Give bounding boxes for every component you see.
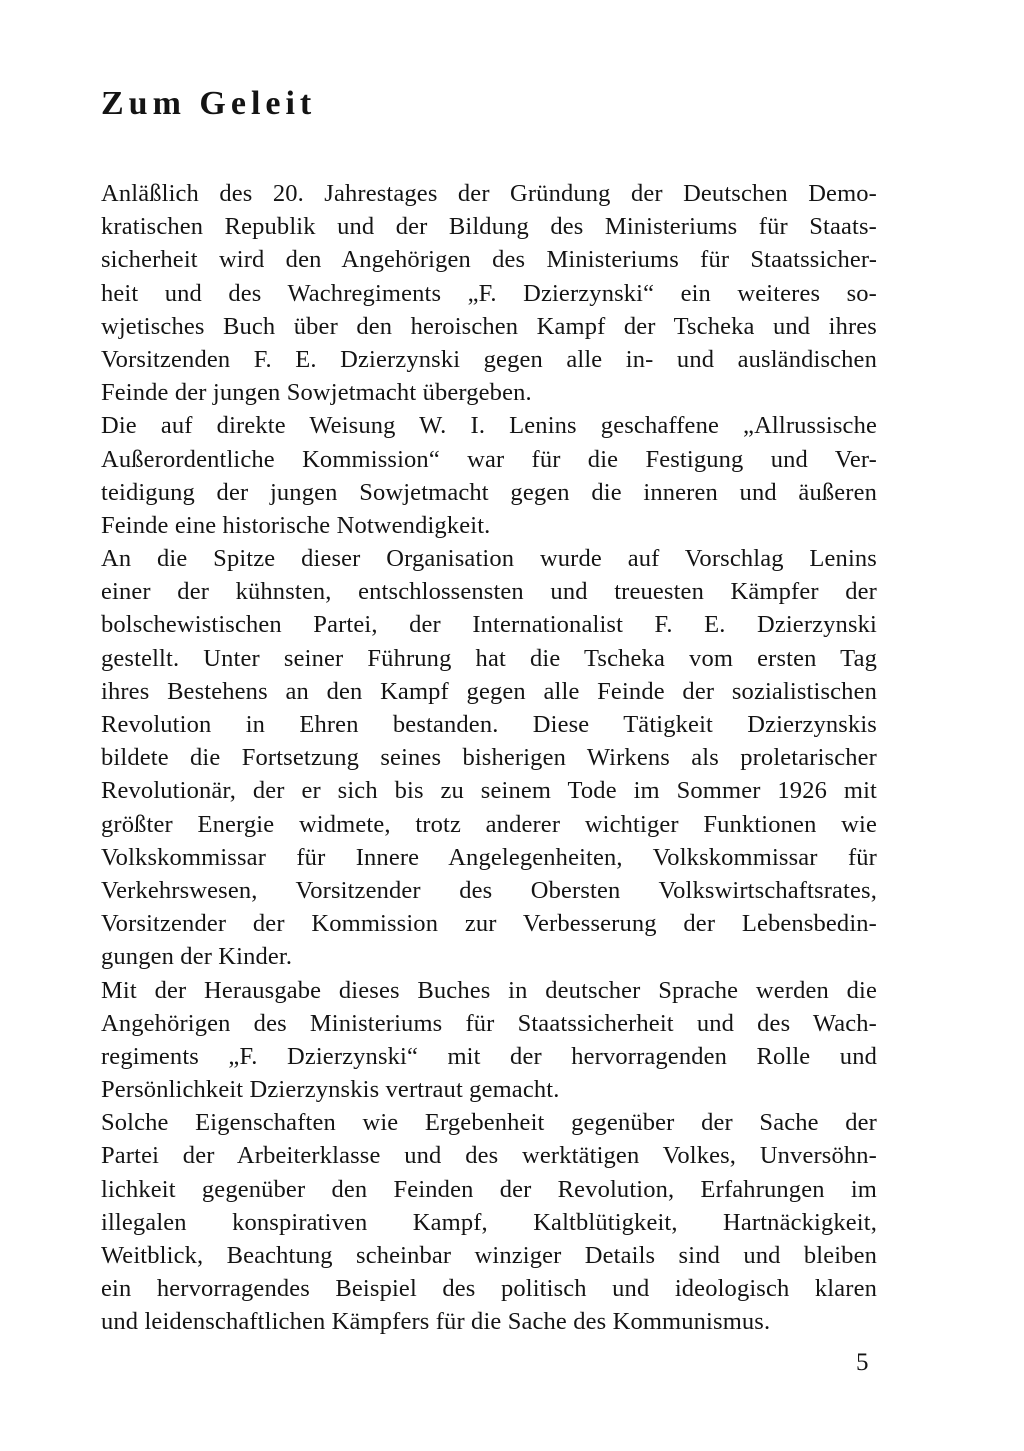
- text-line: Feinde eine historische Notwendigkeit.: [101, 511, 491, 539]
- text-line: bildete die Fortsetzung seines bisherigen Wirkens als proletarischer: [101, 744, 877, 772]
- text-line: Verkehrswesen, Vorsitzender des Obersten Volkswirtschaftsrates,: [101, 876, 877, 904]
- paragraph: [101, 1106, 877, 1338]
- paragraph: [101, 542, 877, 973]
- text-line: Vorsitzenden F. E. Dzierzynski gegen alle in- und ausländischen: [101, 345, 877, 373]
- text-line: wjetisches Buch über den heroischen Kampf der Tscheka und ihres: [101, 312, 877, 340]
- text-line: kratischen Republik und der Bildung des Ministeriums für Staats-: [101, 213, 877, 241]
- body-text: [101, 177, 877, 1339]
- text-line: ihres Bestehens an den Kampf gegen alle Feinde der sozialistischen: [101, 677, 877, 705]
- text-line: Persönlichkeit Dzierzynskis vertraut gemacht.: [101, 1076, 560, 1104]
- text-line: Außerordentliche Kommission“ war für die Festigung und Ver-: [101, 445, 877, 473]
- text-line: Solche Eigenschaften wie Ergebenheit gegenüber der Sache der: [101, 1109, 877, 1137]
- text-line: heit und des Wachregiments „F. Dzierzynski“ ein weiteres so-: [101, 279, 877, 307]
- text-line: ein hervorragendes Beispiel des politisch und ideologisch klaren: [101, 1275, 877, 1303]
- text-line: gungen der Kinder.: [101, 943, 293, 971]
- text-line: Volkskommissar für Innere Angelegenheiten, Volkskommissar für: [101, 843, 877, 871]
- text-line: Mit der Herausgabe dieses Buches in deutscher Sprache werden die: [101, 976, 877, 1004]
- paragraph: [101, 409, 877, 542]
- text-line: einer der kühnsten, entschlossensten und treuesten Kämpfer der: [101, 578, 877, 606]
- text-line: lichkeit gegenüber den Feinden der Revolution, Erfahrungen im: [101, 1175, 877, 1203]
- text-line: Feinde der jungen Sowjetmacht übergeben.: [101, 379, 532, 407]
- text-line: Revolution in Ehren bestanden. Diese Tätigkeit Dzierzynskis: [101, 711, 877, 738]
- text-line: und leidenschaftlichen Kämpfers für die Sache des Kommunismus.: [101, 1308, 771, 1336]
- text-line: gestellt. Unter seiner Führung hat die Tscheka vom ersten Tag: [101, 644, 877, 672]
- text-line: bolschewistischen Partei, der Internationalist F. E. Dzierzynski: [101, 611, 877, 639]
- text-line: größter Energie widmete, trotz anderer wichtiger Funktionen wie: [101, 810, 877, 838]
- text-line: teidigung der jungen Sowjetmacht gegen die inneren und äußeren: [101, 478, 877, 506]
- text-line: Die auf direkte Weisung W. I. Lenins geschaffene „Allrussische: [101, 412, 877, 440]
- paragraph: [101, 177, 877, 409]
- text-line: illegalen konspirativen Kampf, Kaltblütigkeit, Hartnäckigkeit,: [101, 1208, 877, 1236]
- text-line: Revolutionär, der er sich bis zu seinem Tode im Sommer 1926 mit: [101, 777, 877, 805]
- text-line: sicherheit wird den Angehörigen des Ministeriums für Staatssicher-: [101, 246, 877, 274]
- page-title: Zum Geleit: [101, 85, 317, 122]
- text-line: Vorsitzender der Kommission zur Verbesserung der Lebensbedin-: [101, 910, 877, 938]
- text-line: An die Spitze dieser Organisation wurde auf Vorschlag Lenins: [101, 545, 877, 573]
- page-number: 5: [856, 1349, 869, 1376]
- text-line: Weitblick, Beachtung scheinbar winziger Details sind und bleiben: [101, 1242, 877, 1269]
- text-line: Angehörigen des Ministeriums für Staatssicherheit und des Wach-: [101, 1009, 877, 1037]
- text-line: regiments „F. Dzierzynski“ mit der hervorragenden Rolle und: [101, 1042, 877, 1070]
- text-line: Anläßlich des 20. Jahrestages der Gründung der Deutschen Demo-: [101, 180, 877, 207]
- paragraph: [101, 974, 877, 1107]
- text-line: Partei der Arbeiterklasse und des werktätigen Volkes, Unversöhn-: [101, 1142, 877, 1170]
